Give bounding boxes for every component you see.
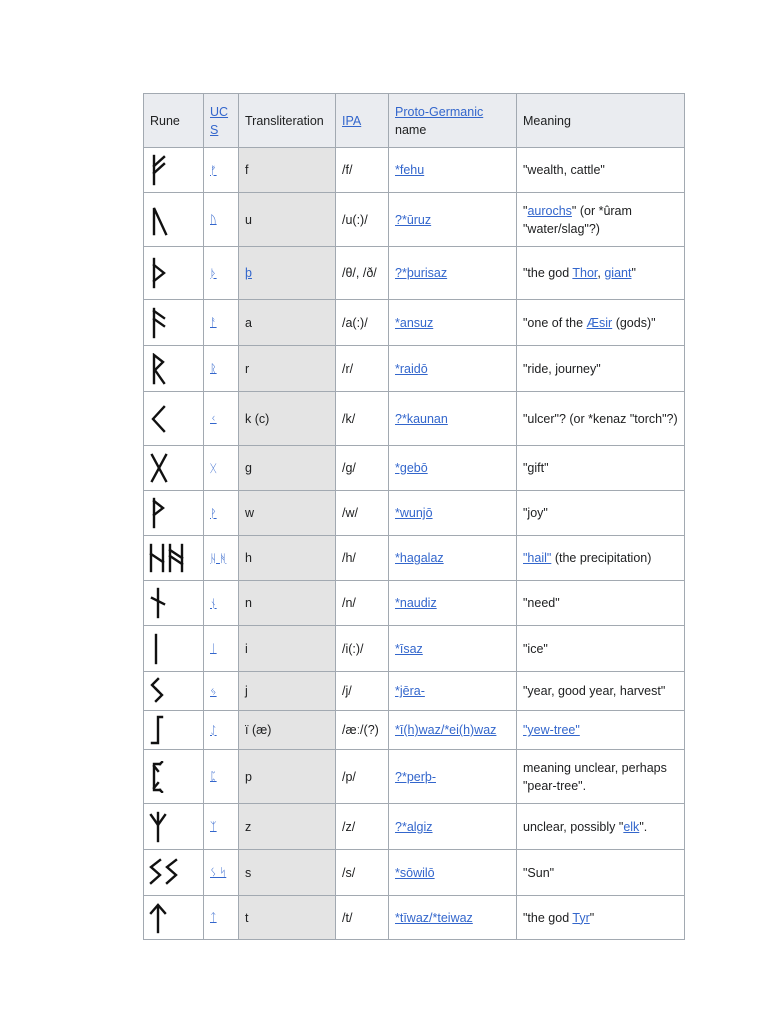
ipa-cell [336,750,389,804]
ucs-cell[interactable] [204,672,239,711]
rune-cell [144,711,204,750]
meaning-cell [517,896,685,940]
rune-cell [144,346,204,392]
transliteration-text: z [245,819,252,834]
table-row [144,491,685,536]
proto-germanic-name-link[interactable]: *gebō [395,461,428,475]
transliteration-cell [239,850,336,896]
proto-germanic-name-cell[interactable] [389,247,517,300]
ucs-link[interactable]: ᚨ [210,317,217,329]
rune-cell [144,750,204,804]
proto-germanic-name-link[interactable]: *ī(h)waz/*ei(h)waz [395,723,497,737]
table-body [144,148,685,940]
ipa-text: /t/ [342,910,353,925]
wunjo-rune-icon [148,497,199,529]
ipa-text: /θ/, /ð/ [342,266,377,280]
table-header-row [144,94,685,148]
proto-germanic-name-link[interactable]: *raidō [395,361,428,376]
proto-germanic-name-cell[interactable] [389,804,517,850]
gebo-rune-icon [148,452,199,484]
ucs-cell[interactable] [204,711,239,750]
rune-cell [144,392,204,446]
transliteration-cell [239,626,336,672]
ipa-cell [336,392,389,446]
ipa-cell [336,896,389,940]
proto-germanic-name-cell[interactable] [389,672,517,711]
ucs-link[interactable]: ᚷ [210,462,217,475]
table-row [144,346,685,392]
transliteration-cell [239,193,336,247]
table-row [144,392,685,446]
header-ucs-link[interactable]: UCS [210,104,229,137]
proto-germanic-name-link[interactable]: *īsaz [395,641,423,656]
ucs-link[interactable]: ᚠ [210,164,217,177]
proto-germanic-name-cell[interactable] [389,711,517,750]
transliteration-text: u [245,212,252,227]
ipa-text: /n/ [342,596,356,610]
uruz-rune-icon [148,204,199,236]
ucs-cell[interactable] [204,581,239,626]
meaning-text: "year, good year, harvest" [523,684,666,698]
meaning-cell [517,247,685,300]
meaning-link[interactable]: "hail" [523,551,552,565]
transliteration-cell [239,711,336,750]
header-rune: Rune [144,94,204,148]
proto-germanic-name-cell[interactable] [389,346,517,392]
ipa-text: /u(:)/ [342,212,368,227]
meaning-text: "the god [523,910,573,925]
meaning-cell [517,446,685,491]
ucs-link[interactable]: ᚱ [210,363,217,375]
meaning-text: " [631,266,636,280]
algiz-rune-icon [148,811,199,843]
transliteration-cell [239,536,336,581]
ipa-text: /k/ [342,411,356,426]
meaning-link[interactable]: aurochs [527,203,572,218]
ipa-cell [336,804,389,850]
proto-germanic-name-link[interactable]: *sōwilō [395,865,435,880]
ipa-cell [336,247,389,300]
ucs-link[interactable]: ᚾ [210,597,217,610]
proto-germanic-name-cell[interactable] [389,536,517,581]
rune-cell [144,804,204,850]
ucs-link[interactable]: ᚦ [210,267,217,280]
transliteration-cell [239,300,336,346]
ipa-text: /g/ [342,461,356,475]
meaning-text: "ulcer"? (or *kenaz "torch"?) [523,411,678,426]
meaning-cell [517,392,685,446]
rune-cell [144,672,204,711]
ipa-text: /s/ [342,865,356,880]
header-proto-germanic-link[interactable]: Proto-Germanic [395,104,484,119]
ucs-link[interactable]: ᚺ ᚻ [210,552,227,565]
meaning-text: "the god [523,266,573,280]
ipa-cell [336,193,389,247]
proto-germanic-name-link[interactable]: *wunjō [395,506,433,520]
rune-cell [144,850,204,896]
meaning-text: "Sun" [523,865,555,880]
rune-cell [144,148,204,193]
header-ipa[interactable] [336,94,389,148]
transliteration-cell [239,392,336,446]
meaning-text: (gods)" [612,315,656,330]
transliteration-text: n [245,596,252,610]
meaning-text: " [523,203,528,218]
eihwaz-rune-icon [148,714,199,746]
naudiz-rune-icon [148,587,199,619]
transliteration-cell [239,672,336,711]
transliteration-text: g [245,461,252,475]
meaning-link[interactable]: elk [623,819,640,834]
meaning-cell [517,750,685,804]
fehu-rune-icon [148,154,199,186]
transliteration-text: w [245,506,255,520]
proto-germanic-name-link[interactable]: *tīwaz/*teiwaz [395,910,473,925]
meaning-cell [517,850,685,896]
meaning-text: (the precipitation) [551,551,652,565]
ucs-cell[interactable] [204,896,239,940]
transliteration-text: a [245,315,252,330]
proto-germanic-name-link[interactable]: ?*kaunan [395,411,448,426]
meaning-cell [517,536,685,581]
ucs-link[interactable]: ᛇ [210,724,217,737]
meaning-cell [517,491,685,536]
meaning-text: "need" [523,596,560,610]
ucs-cell[interactable] [204,850,239,896]
rune-cell [144,300,204,346]
ipa-cell [336,148,389,193]
proto-germanic-name-cell[interactable] [389,626,517,672]
meaning-cell [517,148,685,193]
meaning-link[interactable]: "yew-tree" [523,723,580,737]
meaning-text: " [589,910,595,925]
meaning-text: unclear, possibly " [523,819,624,834]
table-row [144,626,685,672]
table-row [144,300,685,346]
transliteration-text: p [245,769,252,784]
proto-germanic-name-cell[interactable] [389,750,517,804]
ucs-cell[interactable] [204,247,239,300]
meaning-cell [517,672,685,711]
header-ucs[interactable] [204,94,239,148]
transliteration-cell [239,346,336,392]
ucs-cell[interactable] [204,750,239,804]
meaning-text: "ride, journey" [523,361,601,376]
table-row [144,711,685,750]
proto-germanic-name-cell[interactable] [389,193,517,247]
rune-cell [144,446,204,491]
rune-cell [144,626,204,672]
jera-rune-icon [148,675,199,707]
ucs-link[interactable]: ᛃ [210,685,217,698]
ucs-cell[interactable] [204,300,239,346]
proto-germanic-name-link[interactable]: *naudiz [395,596,437,610]
meaning-text: , [597,266,605,280]
meaning-cell [517,346,685,392]
proto-germanic-name-cell[interactable] [389,392,517,446]
proto-germanic-name-link[interactable]: ?*þurisaz [395,266,448,280]
transliteration-cell [239,446,336,491]
ucs-cell[interactable] [204,804,239,850]
ipa-text: /r/ [342,361,354,376]
proto-germanic-name-cell[interactable] [389,850,517,896]
transliteration-text: j [245,684,248,698]
transliteration-cell [239,750,336,804]
meaning-text: "one of the [523,315,587,330]
ipa-text: /p/ [342,769,356,784]
transliteration-text: f [245,163,249,177]
meaning-text: ". [639,819,648,834]
proto-germanic-name-cell[interactable] [389,300,517,346]
table-row [144,193,685,247]
meaning-link[interactable]: giant [604,266,632,280]
transliteration-cell [239,247,336,300]
ucs-link[interactable]: ᛉ [210,821,217,833]
meaning-cell [517,626,685,672]
table-row [144,850,685,896]
ipa-cell [336,672,389,711]
ucs-link[interactable]: ᛈ [210,771,217,783]
ipa-text: /h/ [342,551,356,565]
ucs-link[interactable]: ᛊ ᛋ [210,867,227,879]
ipa-text: /z/ [342,819,356,834]
transliteration-text: r [245,361,250,376]
header-meaning: Meaning [517,94,685,148]
ipa-cell [336,446,389,491]
transliteration-cell [239,491,336,536]
proto-germanic-name-link[interactable]: *fehu [395,163,425,177]
rune-cell [144,491,204,536]
table-row [144,247,685,300]
header-proto-germanic-name [389,94,517,148]
hagalaz-rune-icon [148,542,199,574]
transliteration-link[interactable]: þ [245,266,252,280]
ipa-text: /w/ [342,506,358,520]
ansuz-rune-icon [148,307,199,339]
ucs-cell[interactable] [204,446,239,491]
proto-germanic-name-link[interactable]: *jēra- [395,684,425,698]
transliteration-text: h [245,551,252,565]
ipa-text: /i(:)/ [342,641,364,656]
ipa-text: /a(:)/ [342,315,368,330]
table-row [144,446,685,491]
ucs-cell[interactable] [204,536,239,581]
ipa-cell [336,626,389,672]
ipa-text: /f/ [342,163,353,177]
transliteration-text: i [245,641,248,656]
transliteration-text: k (c) [245,411,270,426]
ucs-link[interactable]: ᚲ [210,413,217,425]
meaning-text: "wealth, cattle" [523,163,605,177]
rune-cell [144,536,204,581]
transliteration-cell [239,581,336,626]
isaz-rune-icon [148,633,199,665]
table-row [144,672,685,711]
proto-germanic-name-cell[interactable] [389,491,517,536]
kaunan-rune-icon [148,403,199,435]
transliteration-cell [239,148,336,193]
thurisaz-rune-icon [148,257,199,289]
proto-germanic-name-cell[interactable] [389,148,517,193]
ucs-cell[interactable] [204,193,239,247]
table-row [144,148,685,193]
transliteration-text: ï (æ) [245,723,272,737]
proto-germanic-name-link[interactable]: *hagalaz [395,551,444,565]
ipa-cell [336,536,389,581]
ipa-cell [336,850,389,896]
meaning-text: "joy" [523,506,548,520]
ipa-cell [336,711,389,750]
ucs-link[interactable]: ᚢ [210,214,217,226]
table-row [144,581,685,626]
meaning-cell [517,804,685,850]
table-row [144,804,685,850]
perth-rune-icon [148,761,199,793]
proto-germanic-name-link[interactable]: ?*perþ- [395,769,436,784]
proto-germanic-name-cell[interactable] [389,581,517,626]
table-row [144,896,685,940]
meaning-link[interactable]: Tyr [572,910,590,925]
meaning-cell [517,300,685,346]
ucs-cell[interactable] [204,392,239,446]
meaning-link[interactable]: Æsir [586,315,613,330]
header-transliteration: Transliteration [239,94,336,148]
meaning-cell [517,193,685,247]
rune-table [143,93,685,940]
meaning-text: "gift" [523,461,549,475]
ucs-link[interactable]: ᛁ [210,643,217,655]
header-ipa-link[interactable]: IPA [342,113,362,128]
meaning-cell [517,711,685,750]
proto-germanic-name-link[interactable]: ?*algiz [395,819,433,834]
raido-rune-icon [148,353,199,385]
rune-cell [144,247,204,300]
transliteration-text: t [245,910,249,925]
ipa-cell [336,581,389,626]
table-row [144,536,685,581]
transliteration-text: s [245,865,252,880]
ipa-cell [336,346,389,392]
transliteration-cell [239,896,336,940]
proto-germanic-name-link[interactable]: ?*ūruz [395,212,432,227]
proto-germanic-name-link[interactable]: *ansuz [395,315,434,330]
ucs-cell[interactable] [204,626,239,672]
transliteration-cell [239,804,336,850]
meaning-text: "ice" [523,641,548,656]
proto-germanic-name-cell[interactable] [389,446,517,491]
header-name-suffix: name [395,122,427,137]
tiwaz-rune-icon [148,902,199,934]
meaning-link[interactable]: Thor [572,266,598,280]
proto-germanic-name-cell[interactable] [389,896,517,940]
ipa-text: /j/ [342,684,352,698]
rune-cell [144,896,204,940]
rune-cell [144,581,204,626]
sowilo-rune-icon [148,857,199,889]
ipa-cell [336,491,389,536]
table-row [144,750,685,804]
ucs-cell[interactable] [204,491,239,536]
ucs-cell[interactable] [204,346,239,392]
ipa-cell [336,300,389,346]
ucs-cell[interactable] [204,148,239,193]
ucs-link[interactable]: ᚹ [210,507,217,520]
rune-cell [144,193,204,247]
meaning-cell [517,581,685,626]
meaning-text: meaning unclear, perhaps "pear-tree". [523,760,667,793]
ucs-link[interactable]: ᛏ [210,912,217,924]
meaning-text: " (or *ûram "water/slag"?) [523,203,632,236]
ipa-text: /æː/(?) [342,723,379,737]
